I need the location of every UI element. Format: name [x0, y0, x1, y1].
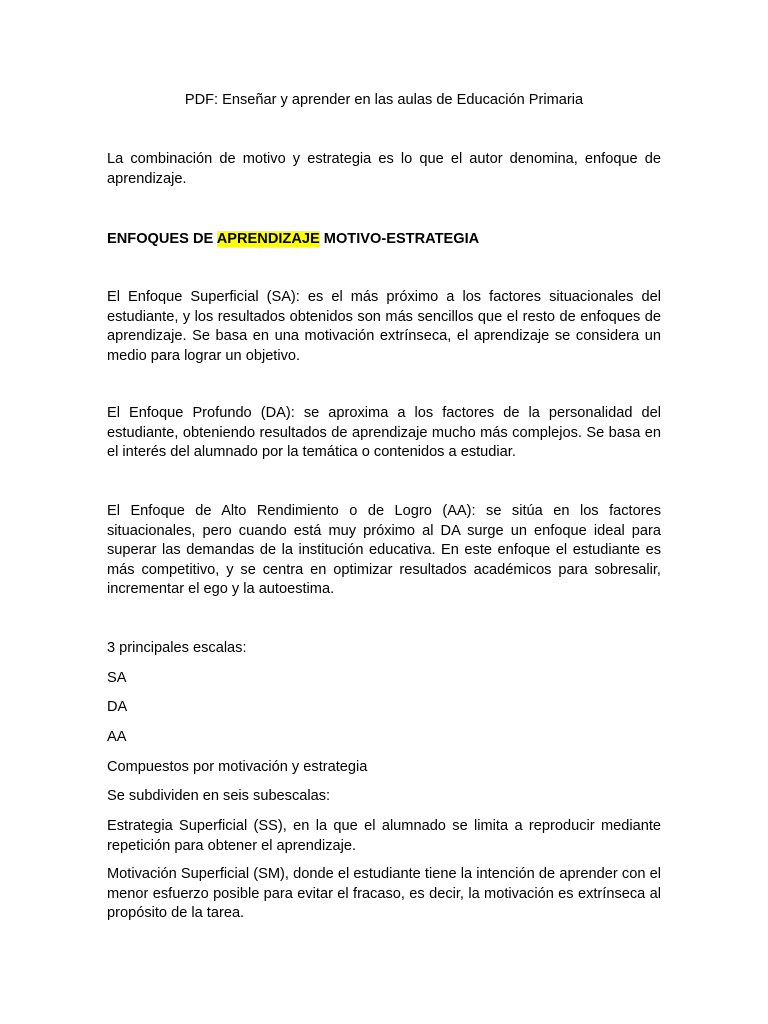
heading-text-before: ENFOQUES DE — [107, 231, 217, 247]
scale-item: SA — [107, 670, 127, 686]
scale-item: AA — [107, 729, 127, 745]
subdivide-line: Se subdividen en seis subescalas: — [107, 788, 331, 804]
paragraph-superficial: El Enfoque Superficial (SA): es el más próximo a los factores situacionales del estudiante, y los resultados obtenidos son más sencillos que el resto de enfoques de aprendizaje. Se basa en una motivación extrínseca, el aprendizaje se considera un medio para lograr un objetivo. — [107, 289, 661, 364]
heading-text-after: MOTIVO-ESTRATEGIA — [319, 231, 480, 247]
heading-highlight: APRENDIZAJE — [216, 231, 320, 247]
subscale-item: Estrategia Superficial (SS), en la que el alumnado se limita a reproducir mediante repetición para obtener el aprendizaje. — [107, 818, 661, 854]
intro-paragraph: La combinación de motivo y estrategia es lo que el autor denomina, enfoque de aprendizaje. — [107, 151, 661, 187]
section-heading — [107, 229, 479, 249]
document-title: PDF: Enseñar y aprender en las aulas de Educación Primaria — [184, 92, 584, 108]
scale-item: DA — [107, 699, 128, 715]
paragraph-alto-rendimiento: El Enfoque de Alto Rendimiento o de Logro (AA): se sitúa en los factores situacionales, pero cuando está muy próximo al DA surge un enfoque ideal para superar las demandas de la institución educativa. En este enfoque el estudiante es más competitivo, y se centra en optimizar resultados académicos para sobresalir, incrementar el ego y la autoestima. — [107, 503, 661, 597]
scales-intro: 3 principales escalas: — [107, 640, 247, 656]
paragraph-profundo: El Enfoque Profundo (DA): se aproxima a los factores de la personalidad del estudiante, obteniendo resultados de aprendizaje mucho más complejos. Se basa en el interés del alumnado por la temática o contenidos a estudiar. — [107, 405, 661, 460]
subscale-item: Motivación Superficial (SM), donde el estudiante tiene la intención de aprender con el menor esfuerzo posible para evitar el fracaso, es decir, la motivación es extrínseca al propósito de la tarea. — [107, 866, 661, 921]
composed-line: Compuestos por motivación y estrategia — [107, 759, 368, 775]
